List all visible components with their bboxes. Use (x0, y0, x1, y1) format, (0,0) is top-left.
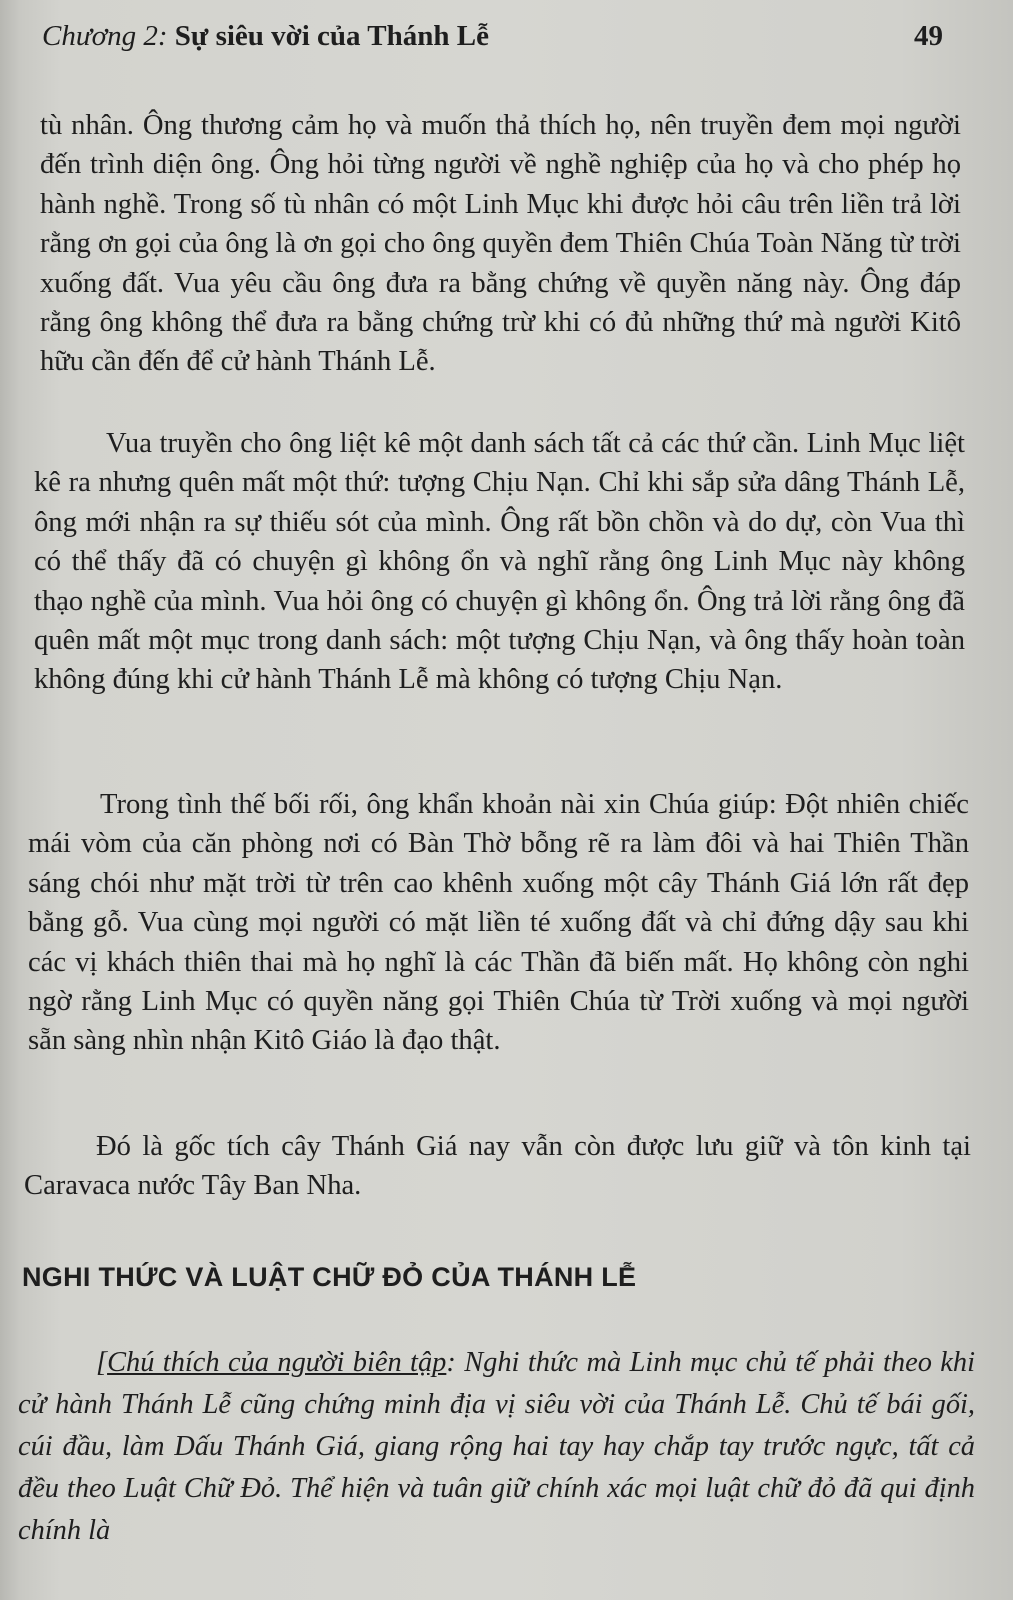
paragraph-text: tù nhân. Ông thương cảm họ và muốn thả thích họ, nên truyền đem mọi người đến trình diện ông. Ông hỏi từng người về nghề nghiệp của họ và cho phép họ hành nghề. Trong số tù nhân có một Linh Mục khi được hỏi câu trên liền trả lời rằng ơn gọi của ông là ơn gọi cho ông quyền đem Thiên Chúa Toàn Năng từ trời xuống đất. Vua yêu cầu ông đưa ra bằng chứng về quyền năng này. Ông đáp rằng ông không thể đưa ra bằng chứng trừ khi có đủ những thứ mà người Kitô hữu cần đến để cử hành Thánh Lễ. (40, 110, 961, 378)
paragraph-3 (28, 785, 969, 1061)
paragraph-1 (40, 106, 961, 382)
header-chapter (42, 20, 489, 53)
paragraph-4 (24, 1127, 971, 1206)
section-heading: NGHI THỨC VÀ LUẬT CHỮ ĐỎ CỦA THÁNH LỄ (22, 1262, 637, 1292)
note-label: Chú thích của người biên tập (107, 1347, 447, 1378)
paragraph-text: Trong tình thế bối rối, ông khẩn khoản nài xin Chúa giúp: Đột nhiên chiếc mái vòm của căn phòng nơi có Bàn Thờ bỗng rẽ ra làm đôi và hai Thiên Thần sáng chói như mặt trời từ trên cao khênh xuống một cây Thánh Giá lớn rất đẹp bằng gỗ. Vua cùng mọi người có mặt liền té xuống đất và chỉ đứng dậy sau khi các vị khách thiên thai mà họ nghĩ là các Thần đã biến mất. Họ không còn nghi ngờ rằng Linh Mục có quyền năng gọi Thiên Chúa từ Trời xuống và mọi người sẵn sàng nhìn nhận Kitô Giáo là đạo thật. (28, 789, 969, 1057)
chapter-label: Chương 2: (42, 19, 168, 52)
note-body: : Nghi thức mà Linh mục chủ tế phải theo khi cử hành Thánh Lễ cũng chứng minh địa vị siêu vời của Thánh Lễ. Chủ tế bái gối, cúi đầu, làm Dấu Thánh Giá, giang rộng hai tay hay chắp tay trước ngực, tất cả đều theo Luật Chữ Đỏ. Thể hiện và tuân giữ chính xác mọi luật chữ đỏ đã qui định chính là (18, 1347, 975, 1546)
running-header (42, 14, 943, 58)
editor-note-text (18, 1342, 975, 1552)
paragraph-text: Vua truyền cho ông liệt kê một danh sách tất cả các thứ cần. Linh Mục liệt kê ra nhưng quên mất một thứ: tượng Chịu Nạn. Chỉ khi sắp sửa dâng Thánh Lễ, ông mới nhận ra sự thiếu sót của mình. Ông rất bồn chồn và do dự, còn Vua thì có thể thấy đã có chuyện gì không ổn và nghĩ rằng ông Linh Mục này không thạo nghề của mình. Vua hỏi ông có chuyện gì không ổn. Ông trả lời rằng ông đã quên mất một mục trong danh sách: một tượng Chịu Nạn, và ông thấy hoàn toàn không đúng khi cử hành Thánh Lễ mà không có tượng Chịu Nạn. (34, 428, 965, 696)
note-open-bracket: [ (96, 1347, 108, 1378)
chapter-title: Sự siêu vời của Thánh Lễ (174, 19, 489, 52)
page-number: 49 (914, 19, 943, 52)
editor-note (18, 1342, 975, 1552)
paragraph-text: Đó là gốc tích cây Thánh Giá nay vẫn còn được lưu giữ và tôn kinh tại Caravaca nước Tây Ban Nha. (24, 1131, 971, 1202)
paragraph-2 (34, 424, 965, 700)
